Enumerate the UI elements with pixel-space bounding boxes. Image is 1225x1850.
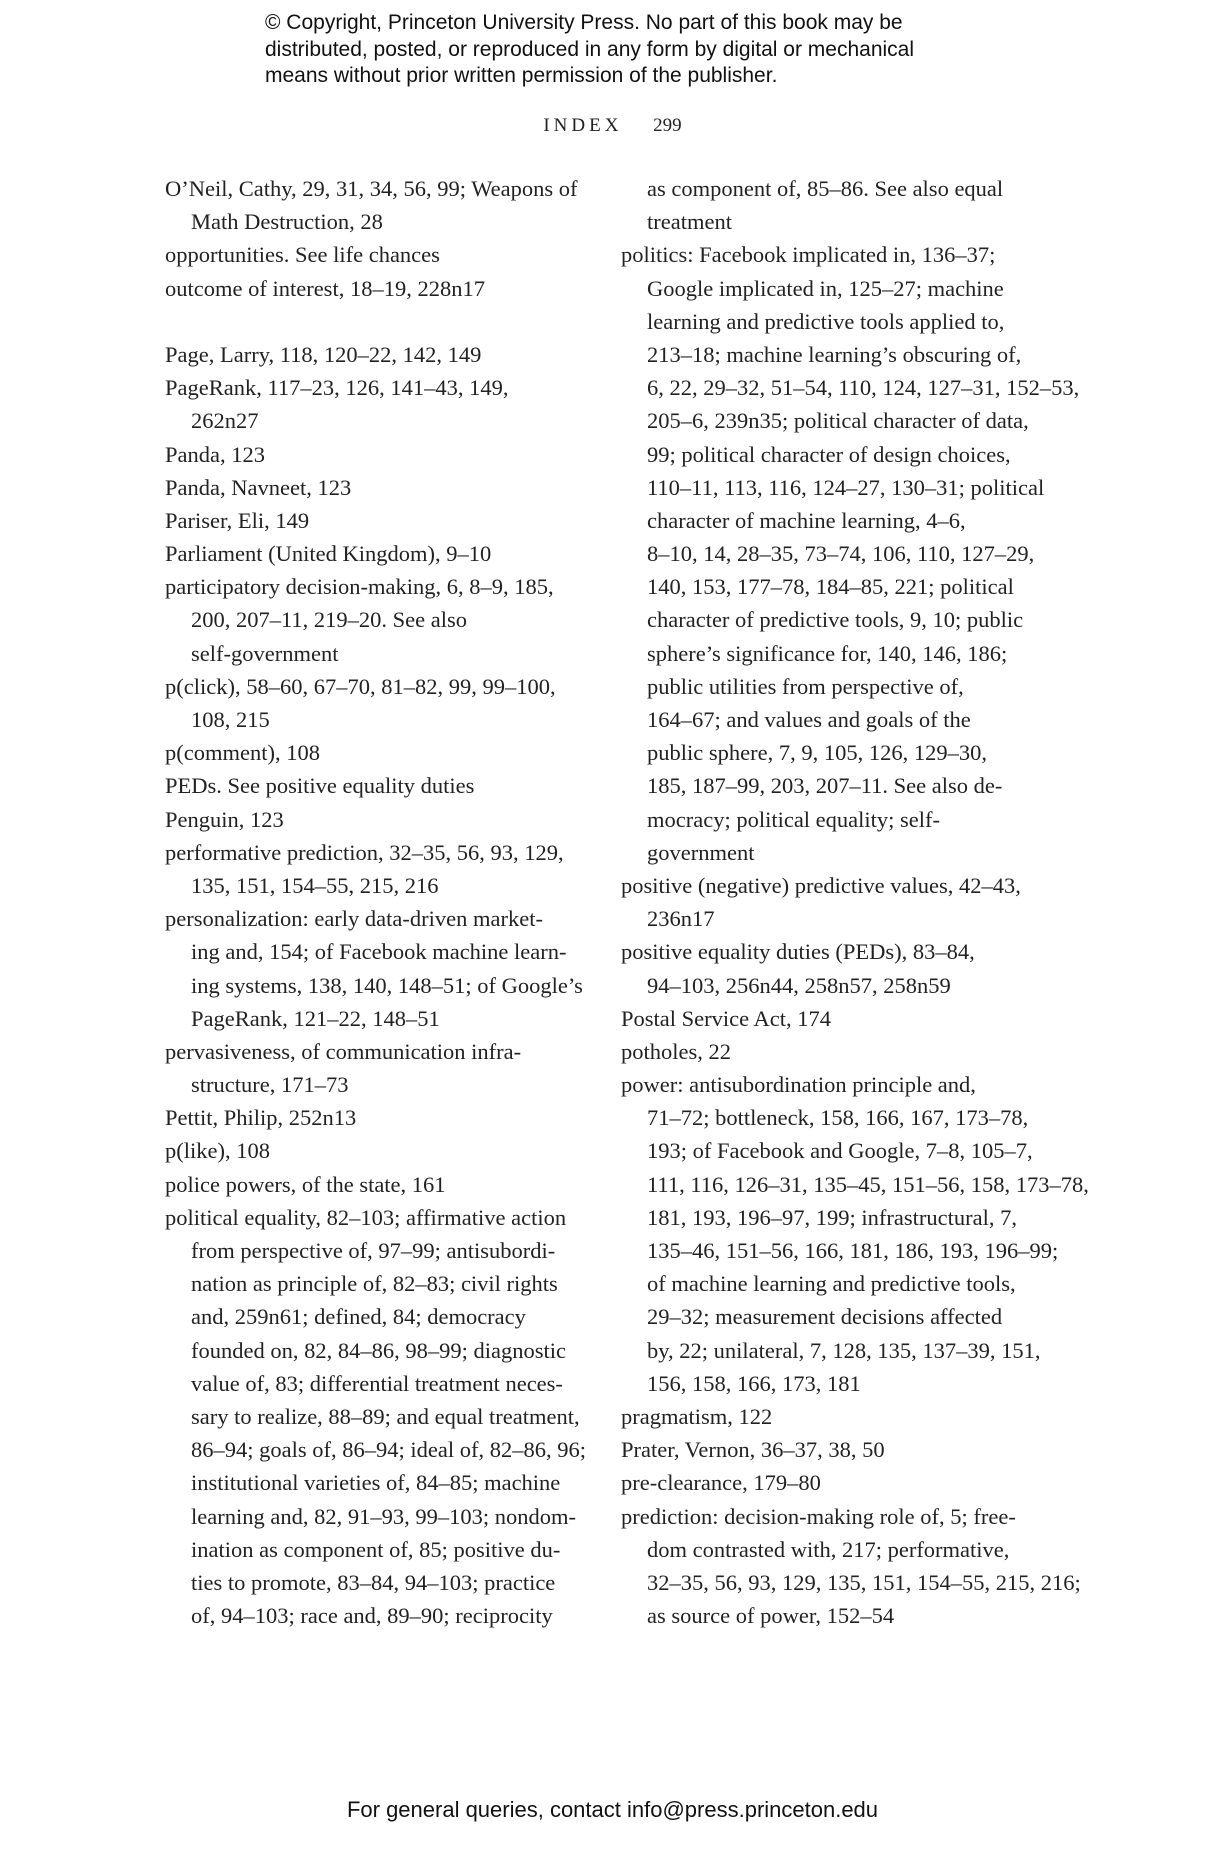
index-line: 164–67; and values and goals of the bbox=[647, 707, 971, 732]
index-line: from perspective of, 97–99; antisubordi- bbox=[191, 1238, 556, 1263]
index-line: PEDs. See positive equality duties bbox=[165, 773, 475, 799]
index-line: of machine learning and predictive tools, bbox=[647, 1271, 1016, 1297]
index-line: sary to realize, 88–89; and equal treatment, bbox=[191, 1403, 580, 1429]
index-column-right bbox=[621, 172, 1089, 1632]
index-line: potholes, 22 bbox=[621, 1038, 731, 1064]
index-line: as source of power, 152–54 bbox=[647, 1603, 895, 1629]
index-line: 29–32; measurement decisions affected bbox=[647, 1304, 1003, 1330]
index-line: and, 259n61; defined, 84; democracy bbox=[191, 1304, 526, 1330]
index-line: government bbox=[647, 839, 755, 865]
index-line: Pettit, Philip, 252n13 bbox=[165, 1105, 357, 1131]
index-line: positive (negative) predictive values, 42–43, bbox=[621, 872, 1021, 898]
index-line: 205–6, 239n35; political character of data, bbox=[647, 408, 1029, 434]
index-line: 181, 193, 196–97, 199; infrastructural, 7, bbox=[647, 1204, 1017, 1230]
index-line: structure, 171–73 bbox=[191, 1072, 349, 1098]
index-line: pre-clearance, 179–80 bbox=[621, 1470, 821, 1496]
index-line: Pariser, Eli, 149 bbox=[165, 507, 310, 533]
index-line: nation as principle of, 82–83; civil rights bbox=[191, 1271, 558, 1297]
index-line: 94–103, 256n44, 258n57, 258n59 bbox=[647, 972, 951, 998]
index-line: personalization: early data-driven market- bbox=[165, 906, 543, 932]
index-line: Panda, Navneet, 123 bbox=[165, 474, 352, 500]
index-line: value of, 83; differential treatment neces- bbox=[191, 1370, 563, 1396]
index-line: 156, 158, 166, 173, 181 bbox=[647, 1370, 861, 1396]
index-line: PageRank, 117–23, 126, 141–43, 149, bbox=[165, 375, 509, 401]
index-line: Panda, 123 bbox=[165, 441, 265, 467]
index-line: 193; of Facebook and Google, 7–8, 105–7, bbox=[647, 1138, 1033, 1164]
running-head bbox=[0, 115, 1225, 137]
footer-contact: For general queries, contact info@press.princeton.edu bbox=[346, 1797, 879, 1822]
index-line: ination as component of, 85; positive du- bbox=[191, 1536, 561, 1562]
index-line: 71–72; bottleneck, 158, 166, 167, 173–78, bbox=[647, 1105, 1029, 1131]
index-line bbox=[165, 305, 585, 338]
index-line: self-government bbox=[191, 640, 339, 666]
index-line: 140, 153, 177–78, 184–85, 221; political bbox=[647, 574, 1014, 600]
running-head-label: INDEX bbox=[543, 115, 623, 136]
index-line: 200, 207–11, 219–20. See also bbox=[191, 607, 468, 633]
index-line: p(comment), 108 bbox=[165, 740, 320, 766]
index-line: 32–35, 56, 93, 129, 135, 151, 154–55, 215, 216; bbox=[647, 1569, 1081, 1595]
index-line: 8–10, 14, 28–35, 73–74, 106, 110, 127–29, bbox=[647, 541, 1035, 567]
index-line: 99; political character of design choices, bbox=[647, 441, 1011, 467]
index-line: Page, Larry, 118, 120–22, 142, 149 bbox=[165, 341, 482, 367]
index-line: Prater, Vernon, 36–37, 38, 50 bbox=[621, 1437, 885, 1463]
index-line: politics: Facebook implicated in, 136–37; bbox=[621, 242, 996, 268]
index-line: Google implicated in, 125–27; machine bbox=[647, 275, 1004, 301]
index-line: character of machine learning, 4–6, bbox=[647, 507, 966, 533]
index-column-left bbox=[165, 172, 585, 1632]
index-line: performative prediction, 32–35, 56, 93, 129, bbox=[165, 839, 564, 865]
index-line: learning and predictive tools applied to, bbox=[647, 308, 1005, 334]
index-line: power: antisubordination principle and, bbox=[621, 1072, 976, 1098]
index-line: Math Destruction, 28 bbox=[191, 209, 383, 235]
index-line: opportunities. See life chances bbox=[165, 242, 440, 268]
index-line: p(like), 108 bbox=[165, 1138, 270, 1164]
index-line: ing systems, 138, 140, 148–51; of Google’s bbox=[191, 972, 583, 998]
copyright-notice bbox=[265, 10, 1045, 90]
index-line: 135, 151, 154–55, 215, 216 bbox=[191, 872, 439, 898]
index-line: of, 94–103; race and, 89–90; reciprocity bbox=[191, 1603, 553, 1629]
index-line: p(click), 58–60, 67–70, 81–82, 99, 99–100, bbox=[165, 673, 556, 699]
index-line: participatory decision-making, 6, 8–9, 185, bbox=[165, 574, 554, 600]
index-line: dom contrasted with, 217; performative, bbox=[647, 1536, 1010, 1562]
index-line: ing and, 154; of Facebook machine learn- bbox=[191, 939, 567, 965]
index-line: Penguin, 123 bbox=[165, 806, 284, 832]
index-line: sphere’s significance for, 140, 146, 186; bbox=[647, 640, 1008, 666]
copyright-line: distributed, posted, or reproduced in any form by digital or mechanical bbox=[265, 37, 915, 61]
index-line: ties to promote, 83–84, 94–103; practice bbox=[191, 1569, 556, 1595]
index-line: pragmatism, 122 bbox=[621, 1403, 773, 1429]
copyright-line: means without prior written permission of the publisher. bbox=[265, 64, 778, 87]
index-line: outcome of interest, 18–19, 228n17 bbox=[165, 275, 485, 301]
index-line: public utilities from perspective of, bbox=[647, 673, 964, 699]
page-number: 299 bbox=[653, 115, 682, 136]
index-line: 110–11, 113, 116, 124–27, 130–31; political bbox=[647, 474, 1045, 500]
index-line: 236n17 bbox=[647, 906, 715, 932]
index-line: positive equality duties (PEDs), 83–84, bbox=[621, 939, 975, 965]
index-line: Parliament (United Kingdom), 9–10 bbox=[165, 541, 492, 567]
index-line: public sphere, 7, 9, 105, 126, 129–30, bbox=[647, 740, 987, 766]
index-line: 108, 215 bbox=[191, 707, 270, 732]
index-line: prediction: decision-making role of, 5; free- bbox=[621, 1503, 1016, 1529]
index-line: mocracy; political equality; self- bbox=[647, 806, 941, 832]
index-line: 213–18; machine learning’s obscuring of, bbox=[647, 341, 1022, 367]
index-line: 262n27 bbox=[191, 408, 259, 434]
index-line: founded on, 82, 84–86, 98–99; diagnostic bbox=[191, 1337, 566, 1363]
index-line: 86–94; goals of, 86–94; ideal of, 82–86, 96; bbox=[191, 1437, 586, 1463]
index-line: Postal Service Act, 174 bbox=[621, 1005, 831, 1031]
index-line: pervasiveness, of communication infra- bbox=[165, 1038, 522, 1064]
index-line: police powers, of the state, 161 bbox=[165, 1171, 446, 1197]
index-line: institutional varieties of, 84–85; machine bbox=[191, 1470, 561, 1496]
index-line: 135–46, 151–56, 166, 181, 186, 193, 196–99; bbox=[647, 1238, 1059, 1263]
index-line: 185, 187–99, 203, 207–11. See also de- bbox=[647, 773, 1003, 799]
index-line: 111, 116, 126–31, 135–45, 151–56, 158, 173–78, bbox=[647, 1171, 1089, 1197]
index-line: by, 22; unilateral, 7, 128, 135, 137–39, 151, bbox=[647, 1337, 1041, 1363]
index-line: PageRank, 121–22, 148–51 bbox=[191, 1005, 440, 1031]
index-line: learning and, 82, 91–93, 99–103; nondom- bbox=[191, 1503, 576, 1529]
index-line: political equality, 82–103; affirmative action bbox=[165, 1204, 567, 1230]
index-line: O’Neil, Cathy, 29, 31, 34, 56, 99; Weapons of bbox=[165, 176, 578, 201]
index-line: 6, 22, 29–32, 51–54, 110, 124, 127–31, 152–53, bbox=[647, 375, 1080, 401]
index-line: character of predictive tools, 9, 10; public bbox=[647, 607, 1024, 633]
index-line: treatment bbox=[647, 209, 732, 235]
index-line: as component of, 85–86. See also equal bbox=[647, 176, 1004, 201]
copyright-line: © Copyright, Princeton University Press. No part of this book may be bbox=[265, 11, 903, 34]
